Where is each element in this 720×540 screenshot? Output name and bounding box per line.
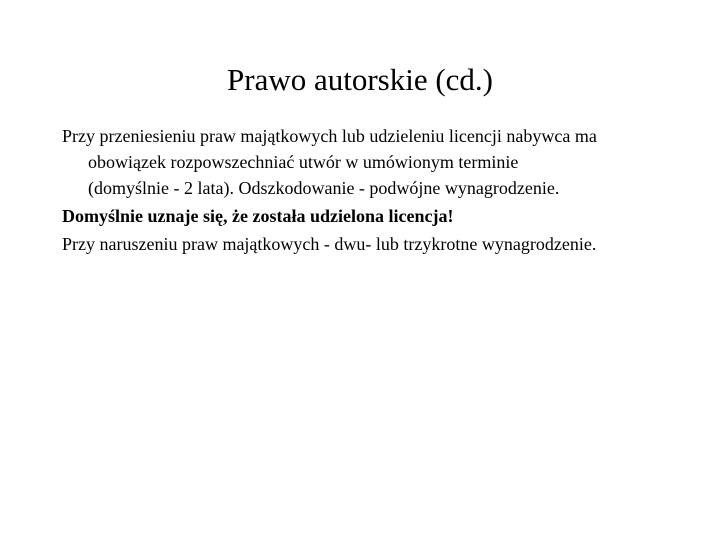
paragraph-line: Domyślnie uznaje się, że została udzielona licencja!: [62, 206, 454, 226]
slide-title: Prawo autorskie (cd.): [227, 62, 493, 97]
paragraph-default-license: [62, 203, 682, 229]
paragraph-line: (domyślnie - 2 lata). Odszkodowanie - podwójne wynagrodzenie.: [88, 178, 560, 198]
paragraph-license-transfer: [62, 123, 682, 201]
paragraph-line: Przy naruszeniu praw majątkowych - dwu- lub trzykrotne wynagrodzenie.: [62, 234, 597, 254]
slide-body: [62, 123, 682, 259]
paragraph-line: Przy przeniesieniu praw majątkowych lub udzieleniu licencji nabywca ma: [62, 126, 597, 146]
paragraph-line: obowiązek rozpowszechniać utwór w umówionym terminie: [88, 152, 519, 172]
paragraph-infringement: [62, 231, 682, 257]
